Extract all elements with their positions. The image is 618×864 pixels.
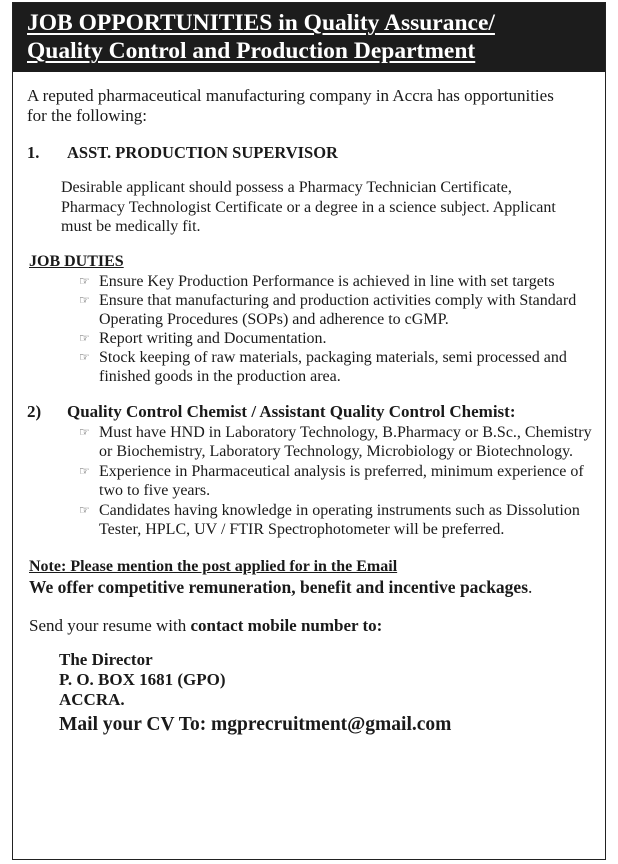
header-line-2: Quality Control and Production Department <box>27 38 476 64</box>
job-duties-list <box>25 272 597 386</box>
job-duties-heading: JOB DUTIES <box>29 252 124 270</box>
pointing-hand-icon: ☞ <box>79 273 90 288</box>
position-1-heading <box>25 143 597 162</box>
address-line-2: P. O. BOX 1681 (GPO) <box>59 669 226 689</box>
address-line-3: ACCRA. <box>59 689 125 709</box>
position-1-title: ASST. PRODUCTION SUPERVISOR <box>67 143 338 162</box>
position-2-number: 2) <box>27 401 42 421</box>
pointing-hand-icon: ☞ <box>79 463 90 478</box>
list-item: ☞ Stock keeping of raw materials, packaging materials, semi processed and finished goods in the production area. <box>79 348 567 385</box>
header-line-1: JOB OPPORTUNITIES in Quality Assurance/ <box>27 10 495 36</box>
email-note: Note: Please mention the post applied for in the Email <box>29 557 398 575</box>
position-1-number: 1. <box>27 143 40 162</box>
position-1-description: Desirable applicant should possess a Pharmacy Technician Certificate, Pharmacy Technologist Certificate or a degree in a science subject. Applicant must be medically fit. <box>61 179 556 235</box>
list-item: ☞ Ensure that manufacturing and production activities comply with Standard Operating Procedures (SOPs) and adherence to cGMP. <box>79 291 577 328</box>
pointing-hand-icon: ☞ <box>79 349 90 364</box>
list-item: ☞ Must have HND in Laboratory Technology, B.Pharmacy or B.Sc., Chemistry or Biochemistry, Laboratory Technology, Microbiology or Biotechnology. <box>79 423 592 460</box>
pointing-hand-icon: ☞ <box>79 292 90 307</box>
offer-text: We offer competitive remuneration, benefit and incentive packages. <box>29 576 533 597</box>
send-instructions: Send your resume with contact mobile number to: <box>29 615 383 635</box>
list-item: ☞ Candidates having knowledge in operating instruments such as Dissolution Tester, HPLC, UV / FTIR Spectrophotometer will be preferred. <box>79 501 580 538</box>
list-item: ☞ Report writing and Documentation. <box>79 329 327 347</box>
position-2-title: Quality Control Chemist / Assistant Quality Control Chemist: <box>67 401 516 421</box>
address-line-1: The Director <box>59 649 153 669</box>
list-item: ☞ Experience in Pharmaceutical analysis is preferred, minimum experience of two to five years. <box>79 462 584 499</box>
email-contact: Mail your CV To: mgprecruitment@gmail.com <box>59 713 452 735</box>
position-2-heading <box>25 402 597 422</box>
pointing-hand-icon: ☞ <box>79 424 90 439</box>
pointing-hand-icon: ☞ <box>79 330 90 345</box>
pointing-hand-icon: ☞ <box>79 502 90 517</box>
intro-text: A reputed pharmaceutical manufacturing company in Accra has opportunities for the following: <box>27 86 554 125</box>
job-advertisement <box>12 2 606 860</box>
ad-body <box>13 86 605 737</box>
postal-address <box>59 650 597 710</box>
ad-header <box>13 3 605 72</box>
list-item: ☞ Ensure Key Production Performance is achieved in line with set targets <box>79 272 555 290</box>
position-2-requirements <box>25 423 597 540</box>
